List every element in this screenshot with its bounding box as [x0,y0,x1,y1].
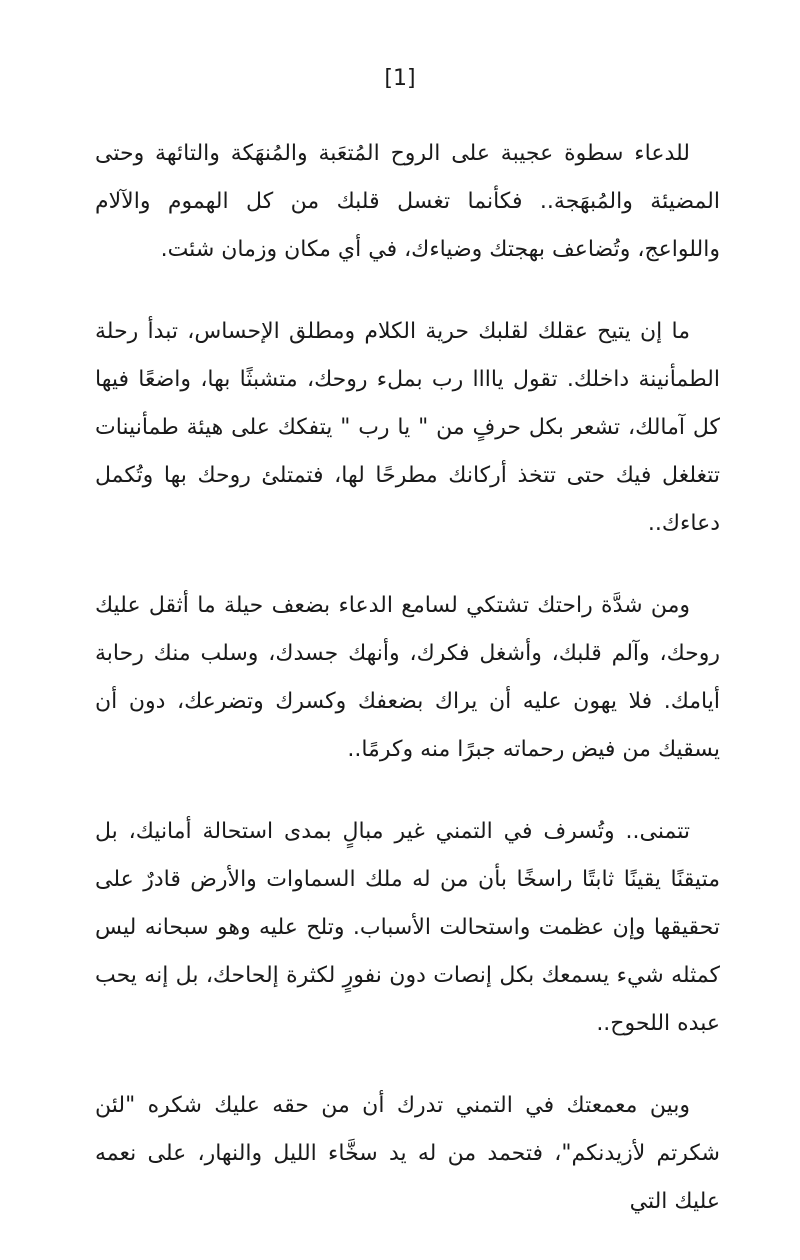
paragraph: تتمنى.. وتُسرف في التمني غير مبالٍ بمدى استحالة أمانيك، بل متيقنًا يقينًا ثابتًا راسخًا بأن من له ملك السماوات والأرض قادرٌ على تحقيقها وإن عظمت واستحالت الأسباب. وتلح عليه وهو سبحانه ليس كمثله شيء يسمعك بكل إنصات دون نفورٍ لكثرة إلحاحك، بل إنه يحب عبده اللحوح.. [95,819,720,1036]
paragraph: وبين معمعتك في التمني تدرك أن من حقه عليك شكره "لئن شكرتم لأزيدنكم"، فتحمد من له يد سخَّاء الليل والنهار، على نعمه عليك التي [95,1093,720,1214]
paragraph: للدعاء سطوة عجيبة على الروح المُتعَبة والمُنهَكة والتائهة وحتى المضيئة والمُبهَجة.. فكأنما تغسل قلبك من كل الهموم والآلام واللواعج، وتُضاعف بهجتك وضياءك، في أي مكان وزمان شئت. [95,141,720,262]
paragraph: ومن شدَّة راحتك تشتكي لسامع الدعاء بضعف حيلة ما أثقل عليك روحك، وآلم قلبك، وأشغل فكرك، وأنهك جسدك، وسلب منك رحابة أيامك. فلا يهون عليه أن يراك بضعفك وكسرك وتضرعك، دون أن يسقيك من فيض رحماته جبرًا منه وكرمًا.. [95,593,720,762]
body-text [95,130,720,1260]
paragraph: ما إن يتيح عقلك لقلبك حرية الكلام ومطلق الإحساس، تبدأ رحلة الطمأنينة داخلك. تقول ياااا رب بملء روحك، متشبثًا بها، واضعًا فيها كل آمالك، تشعر بكل حرفٍ من " يا رب " يتفكك على هيئة طمأنينات تتغلغل فيك حتى تتخذ أركانك مطرحًا لها، فتمتلئ روحك بها وتُكمل دعاءك.. [95,319,720,536]
page-number: [1] [384,66,416,91]
